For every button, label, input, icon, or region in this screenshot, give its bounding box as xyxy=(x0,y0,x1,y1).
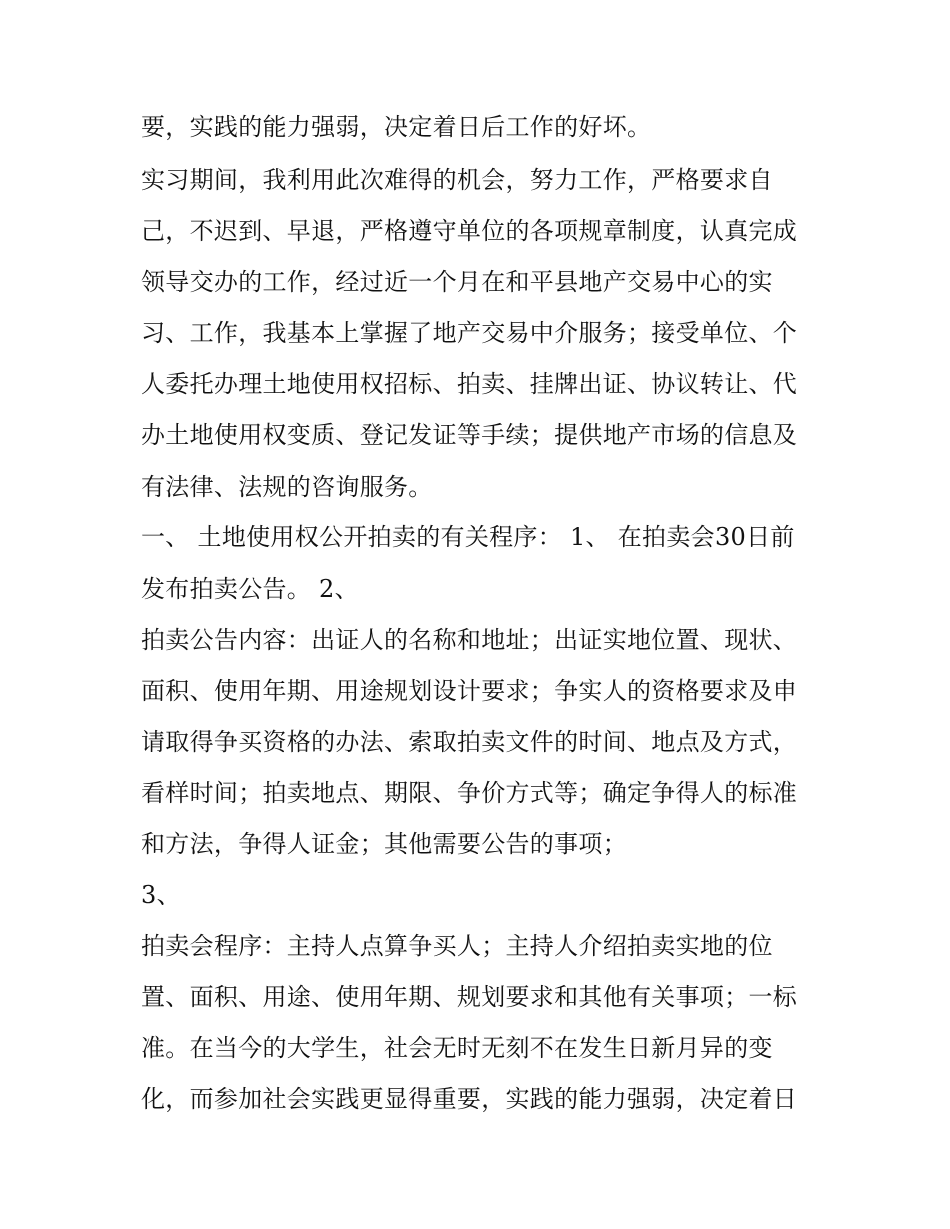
text-line: 面积、使用年期、用途规划设计要求；争实人的资格要求及申 xyxy=(141,677,798,705)
text-line: 办土地使用权变质、登记发证等手续；提供地产市场的信息及 xyxy=(141,421,798,449)
text-line: 看样时间；拍卖地点、期限、争价方式等；确定争得人的标准 xyxy=(141,779,798,807)
text-line: 3、 xyxy=(141,881,181,909)
text-line: 置、面积、用途、使用年期、规划要求和其他有关事项；一标 xyxy=(141,983,798,1011)
text-line: 拍卖会程序：主持人点算争买人；主持人介绍拍卖实地的位 xyxy=(141,932,773,960)
text-line: 拍卖公告内容：出证人的名称和地址；出证实地位置、现状、 xyxy=(141,626,798,654)
text-line: 发布拍卖公告。 2、 xyxy=(141,575,359,603)
text-line: 要，实践的能力强弱，决定着日后工作的好坏。 xyxy=(141,113,652,141)
text-line: 准。在当今的大学生，社会无时无刻不在发生日新月异的变 xyxy=(141,1034,773,1062)
text-line: 有法律、法规的咨询服务。 xyxy=(141,473,433,501)
text-line: 己，不迟到、早退，严格遵守单位的各项规章制度，认真完成 xyxy=(141,217,798,245)
text-line: 请取得争买资格的办法、索取拍卖文件的时间、地点及方式， xyxy=(141,728,798,756)
text-line: 习、工作，我基本上掌握了地产交易中介服务；接受单位、个 xyxy=(141,319,798,347)
text-line: 实习期间，我利用此次难得的机会，努力工作，严格要求自 xyxy=(141,166,773,194)
text-line: 一、 土地使用权公开拍卖的有关程序： 1、 在拍卖会30日前 xyxy=(141,523,795,551)
text-line: 领导交办的工作，经过近一个月在和平县地产交易中心的实 xyxy=(141,268,773,296)
text-line: 化，而参加社会实践更显得重要，实践的能力强弱，决定着日 xyxy=(141,1085,798,1113)
text-line: 和方法，争得人证金；其他需要公告的事项； xyxy=(141,830,627,858)
text-line: 人委托办理土地使用权招标、拍卖、挂牌出证、协议转让、代 xyxy=(141,370,798,398)
